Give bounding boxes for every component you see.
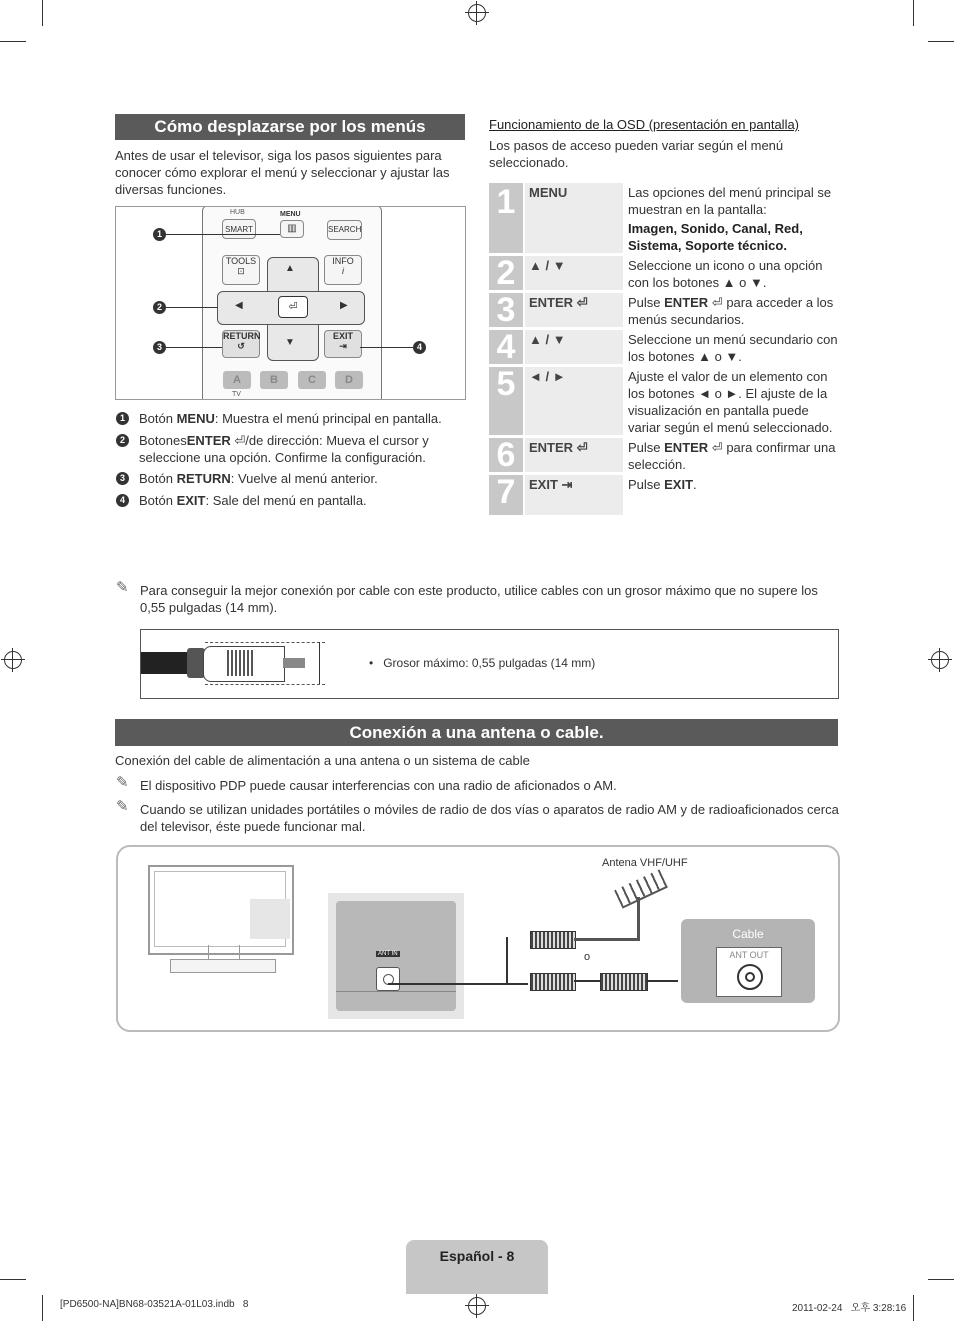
coax-cable-line [646,980,678,982]
registration-mark-icon [468,1297,486,1315]
info-label: INFO [332,256,354,266]
c-button[interactable]: C [298,371,326,389]
legend-num: 4 [116,494,129,507]
legend-item-4 [115,492,465,509]
coax-cable-line [574,980,600,982]
tools-label: TOOLS [225,256,257,266]
menu-button[interactable] [280,220,304,238]
osd-step-key: ▲ / ▼ [525,256,623,290]
cable-note: Para conseguir la mejor conexión por cable con este producto, utilice cables con un grosor máximo que no supere los 0,55 pulgadas (14 mm). [140,583,818,615]
tv-label: TV [232,391,241,398]
antenna-cable-line [637,897,640,941]
note-pencil-icon: ✎ [116,774,129,791]
return-button[interactable] [222,330,260,358]
osd-step-num: 5 [489,367,523,435]
crop-mark [42,0,43,26]
ant-out-port-icon[interactable] [737,964,763,990]
exit-button[interactable] [324,330,362,358]
osd-step-key: ▲ / ▼ [525,330,623,364]
callout-line [166,347,222,348]
dimension-line [205,684,325,686]
or-label: o [584,951,591,963]
coax-connector-icon [530,973,576,991]
legend-text: Botón RETURN: Vuelve al menú anterior. [139,471,378,486]
enter-icon: ⏎ [230,433,246,448]
enter-icon: ⏎ [288,301,298,313]
menu-label: MENU [280,211,301,218]
osd-step-desc: Seleccione un icono o una opción con los botones ▲ o ▼. [628,258,823,290]
osd-step-desc: Ajuste el valor de un elemento con los botones ◄ o ►. El ajuste de la visualización en pantalla puede variar según el menú seleccionado. [628,369,833,435]
exit-icon: ⇥ [561,477,573,492]
osd-row-5 [489,367,839,435]
a-button[interactable]: A [223,371,251,389]
osd-step-num: 4 [489,330,523,364]
legend-num: 1 [116,412,129,425]
osd-row-4 [489,330,839,364]
osd-step-key: ENTER ⏎ [525,293,623,327]
menu-icon: ▥ [287,223,297,234]
crop-mark [42,1295,43,1321]
page-number-tab [406,1240,548,1294]
tools-icon: ⊡ [237,266,245,276]
smart-button[interactable]: SMART [222,219,256,239]
page-number: Español - 8 [439,1248,515,1264]
panel-divider [336,991,456,992]
coax-connector-icon [530,931,576,949]
legend-num: 3 [116,472,129,485]
return-icon: ↺ [237,341,245,351]
crop-mark [913,0,914,26]
osd-step-desc: Pulse ENTER ⏎ para acceder a los menús secundarios. [628,295,834,327]
search-button[interactable]: SEARCH [327,220,362,240]
legend-item-2 [115,432,465,466]
enter-icon: ⏎ [576,295,588,310]
menus-section-title: Cómo desplazarse por los menús [115,114,465,140]
antenna-label: Antena VHF/UHF [602,857,688,869]
enter-icon: ⏎ [708,440,723,455]
coax-connector-icon [600,973,648,991]
callout-line [166,234,280,235]
footer-date: 2011-02-24 오후 3:28:16 [792,1303,907,1314]
osd-row-3 [489,293,839,327]
cable-source-box [681,919,815,1003]
tv-port-panel [336,901,456,1011]
osd-step-key: ENTER ⏎ [525,438,623,472]
osd-step-desc: Pulse ENTER ⏎ para confirmar una selección. [628,440,836,472]
left-arrow-icon[interactable]: ◀ [235,300,243,311]
antenna-icon [614,869,668,908]
ant-out-port [716,947,782,997]
connection-diagram [116,845,840,1032]
callout-line [166,307,218,308]
info-icon: i [342,266,344,276]
callout-line [360,347,413,348]
legend-num: 2 [116,434,129,447]
return-label: RETURN [223,331,261,341]
crop-mark [928,1279,954,1280]
antenna-intro: Conexión del cable de alimentación a una antena o un sistema de cable [115,753,530,768]
menus-intro: Antes de usar el televisor, siga los pasos siguientes para conocer cómo explorar el menú y seleccionar y ajustar las diversas funciones. [115,148,450,197]
legend-text: Botón MENU: Muestra el menú principal en pantalla. [139,411,442,426]
ant-in-label: ANT IN [378,951,398,957]
osd-step-num: 1 [489,183,523,253]
cable-thickness-box [140,629,839,699]
callout-1: 1 [153,228,166,241]
legend-item-3 [115,470,465,487]
zoom-indicator [250,899,290,939]
enter-icon: ⏎ [708,295,723,310]
note-pencil-icon: ✎ [116,579,129,596]
registration-mark-icon [468,4,486,22]
up-arrow-icon[interactable]: ▲ [285,263,295,274]
osd-step-desc: Las opciones del menú principal se muestran en la pantalla: Imagen, Sonido, Canal, Red, Sistema, Soporte técnico. [628,185,832,253]
osd-step-num: 7 [489,475,523,515]
osd-step-num: 6 [489,438,523,472]
osd-subtitle: Los pasos de acceso pueden variar según el menú seleccionado. [489,138,784,170]
osd-row-7 [489,475,839,515]
callout-2: 2 [153,301,166,314]
b-button[interactable]: B [260,371,288,389]
antenna-note-2: Cuando se utilizan unidades portátiles o móviles de radio de dos vías o aparatos de radio AM y de radioaficionados cerca del televisor, éste puede funcionar mal. [140,802,839,834]
exit-icon: ⇥ [339,341,347,351]
osd-row-2 [489,256,839,290]
enter-button[interactable] [278,296,308,318]
thickness-bullet: • Grosor máximo: 0,55 pulgadas (14 mm) [369,656,596,670]
osd-step-desc: Seleccione un menú secundario con los botones ▲ o ▼. [628,332,838,364]
osd-row-6 [489,438,839,472]
tv-base-icon [170,959,276,973]
registration-mark-icon [4,651,22,669]
hub-label: HUB [230,209,245,216]
tv-stand-icon [208,945,240,960]
connector-pin-icon [283,658,305,668]
crop-mark [0,41,26,42]
crop-mark [928,41,954,42]
osd-step-key: ◄ / ► [525,367,623,435]
remote-illustration [115,206,466,400]
dimension-line [205,642,325,644]
antenna-section-title: Conexión a una antena o cable. [115,719,838,746]
ant-out-label: ANT OUT [729,950,769,960]
right-arrow-icon[interactable]: ▶ [340,300,348,311]
enter-icon: ⏎ [576,440,588,455]
osd-title: Funcionamiento de la OSD (presentación en pantalla) [489,117,800,132]
registration-mark-icon [931,651,949,669]
legend-text: BotonesENTER ⏎/de dirección: Mueva el cursor y seleccione una opción. Confirme la configuración. [139,433,429,465]
exit-label: EXIT [332,331,353,341]
info-button[interactable] [324,255,362,285]
dimension-arrow-icon [319,642,320,684]
coax-cable-line [388,983,528,985]
callout-3: 3 [153,341,166,354]
tools-button[interactable] [222,255,260,285]
osd-step-num: 2 [489,256,523,290]
d-button[interactable]: D [335,371,363,389]
ant-in-port-icon[interactable] [376,967,400,991]
footer-file: [PD6500-NA]BN68-03521A-01L03.indb 8 [60,1299,249,1310]
crop-mark [0,1279,26,1280]
callout-4: 4 [413,341,426,354]
down-arrow-icon[interactable]: ▼ [285,337,295,348]
antenna-note-1: El dispositivo PDP puede causar interferencias con una radio de aficionados o AM. [140,778,617,793]
legend-item-1 [115,410,465,427]
osd-step-key: MENU [525,183,623,253]
crop-mark [913,1295,914,1321]
osd-row-1 [489,183,839,253]
cable-icon [141,652,189,674]
connector-grip-icon [227,650,253,676]
cable-label: Cable [732,927,764,941]
legend-text: Botón EXIT: Sale del menú en pantalla. [139,493,367,508]
port-center-icon [745,972,755,982]
antenna-cable-line [574,938,638,941]
coax-cable-line [506,937,508,983]
note-pencil-icon: ✎ [116,798,129,815]
osd-step-desc: Pulse EXIT. [628,477,697,492]
osd-step-key: EXIT ⇥ [525,475,623,515]
osd-step-num: 3 [489,293,523,327]
